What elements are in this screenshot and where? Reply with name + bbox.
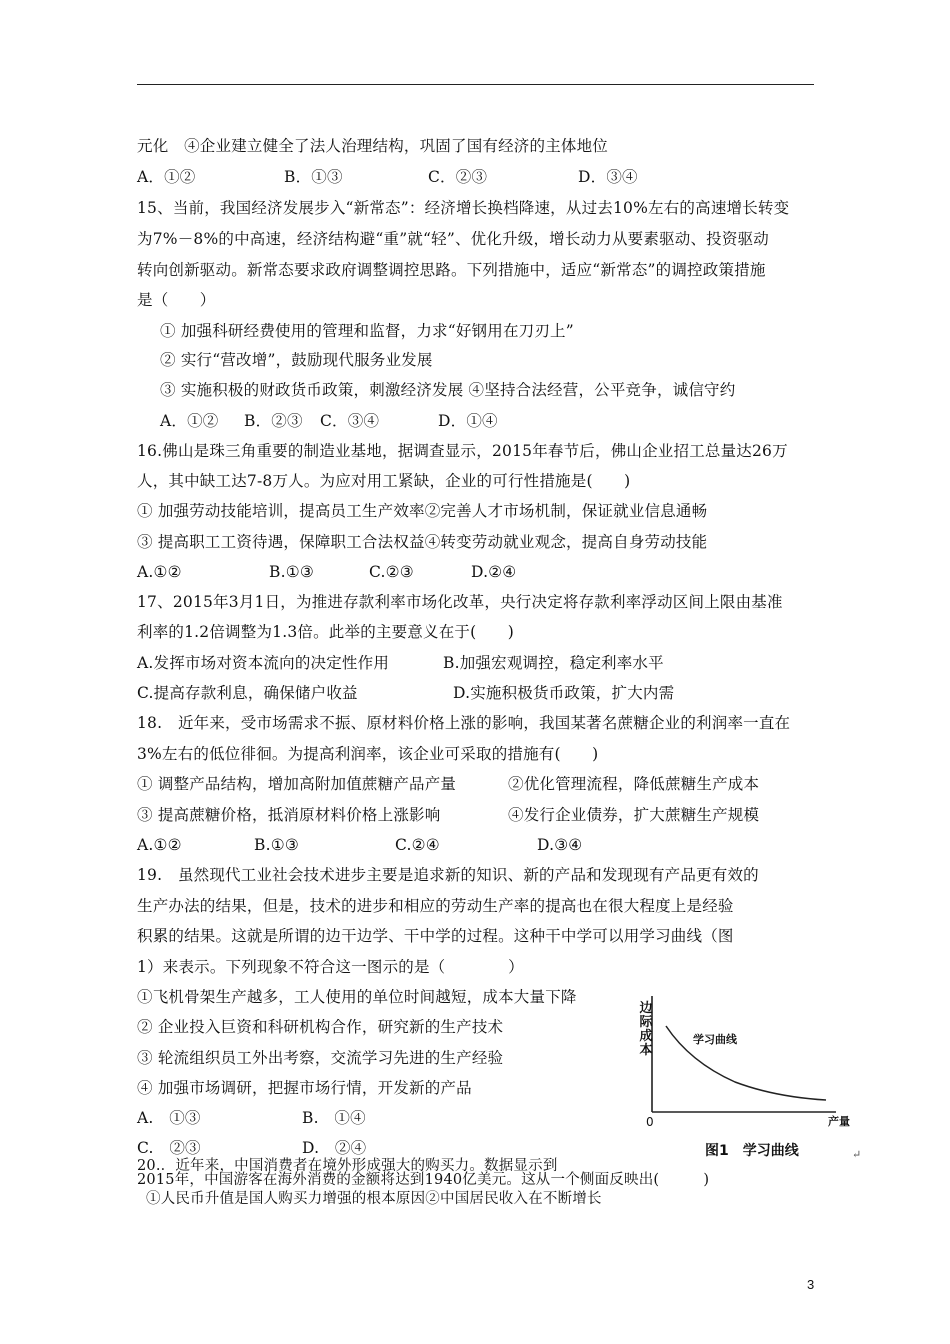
q20-stem: 20.．近年来，中国消费者在境外形成强大的购买力。数据显示到: [137, 1158, 558, 1174]
q19-stem: 1）来表示。下列现象不符合这一图示的是（ ）: [137, 958, 524, 976]
option-a: A.发挥市场对资本流向的决定性作用: [137, 654, 390, 672]
origin-label: 0: [646, 1115, 654, 1129]
text-line: 元化 ④企业建立健全了法人治理结构，巩固了国有经济的主体地位: [137, 137, 609, 155]
q16-stem: 16.佛山是珠三角重要的制造业基地，据调查显示，2015年春节后，佛山企业招工总量达26万: [137, 442, 788, 460]
q15-stem: 为7%－8%的中高速，经济结构避“重”就“轻”、优化升级，增长动力从要素驱动、投资驱动: [137, 230, 769, 248]
q17-stem: 利率的1.2倍调整为1.3倍。此举的主要意义在于( ): [137, 623, 514, 641]
option-d: D.②④: [471, 563, 517, 581]
option-c: C.②④: [395, 836, 440, 854]
option-b: B.①③: [254, 836, 299, 854]
option-c: C.②③: [369, 563, 414, 581]
option-c: C. ②③: [137, 1139, 201, 1157]
option-c: C.提高存款利息，确保储户收益: [137, 684, 358, 702]
header-rule: [137, 84, 814, 85]
option-b: B. ①④: [302, 1109, 366, 1127]
q18-item-3: ③ 提高蔗糖价格，抵消原材料价格上涨影响: [137, 806, 441, 824]
q17-stem: 17、2015年3月1日，为推进存款利率市场化改革，央行决定将存款利率浮动区间上限由基准: [137, 593, 783, 611]
option-a: A．①②: [160, 412, 219, 430]
q16-stem: 人，其中缺工达7-8万人。为应对用工紧缺，企业的可行性措施是( ): [137, 472, 631, 490]
page-number: 3: [807, 1277, 815, 1292]
q19-item-2: ② 企业投入巨资和科研机构合作，研究新的生产技术: [137, 1018, 504, 1036]
q15-item-2: ② 实行“营改增”，鼓励现代服务业发展: [160, 351, 433, 369]
q15-stem: 转向创新驱动。新常态要求政府调整调控思路。下列措施中，适应“新常态”的调控政策措施: [137, 261, 766, 279]
q19-stem: 生产办法的结果，但是，技术的进步和相应的劳动生产率的提高也在很大程度上是经验: [137, 897, 734, 915]
q18-item-4: ④发行企业债券，扩大蔗糖生产规模: [508, 806, 760, 824]
figure-caption: 图1 学习曲线: [705, 1143, 799, 1159]
option-a: A. ①③: [137, 1109, 201, 1127]
q19-item-3: ③ 轮流组织员工外出考察，交流学习先进的生产经验: [137, 1049, 504, 1067]
q15-item-1: ① 加强科研经费使用的管理和监督，力求“好钢用在刀刃上”: [160, 322, 574, 340]
option-c: C．②③: [428, 168, 488, 186]
q20-item-1: ①人民币升值是国人购买力增强的根本原因②中国居民收入在不断增长: [146, 1191, 602, 1207]
option-b: B．①③: [284, 168, 343, 186]
q20-stem: 2015年，中国游客在海外消费的金额将达到1940亿美元。这从一个侧面反映出( ): [137, 1172, 710, 1188]
q18-item-2: ②优化管理流程，降低蔗糖生产成本: [508, 775, 760, 793]
option-d: D. ②④: [302, 1139, 367, 1157]
option-a: A．①②: [137, 168, 196, 186]
q19-stem: 积累的结果。这就是所谓的边干边学、干中学的过程。这种干中学可以用学习曲线（图: [137, 927, 734, 945]
return-mark: ↵: [852, 1148, 862, 1161]
learning-curve-line: [666, 1026, 826, 1100]
option-a: A.①②: [137, 836, 182, 854]
option-d: D.③④: [537, 836, 583, 854]
q15-item-3: ③ 实施积极的财政货币政策，刺激经济发展 ④坚持合法经营，公平竞争，诚信守约: [160, 381, 736, 399]
option-b: B.加强宏观调控，稳定利率水平: [443, 654, 664, 672]
q15-stem: 是（ ）: [137, 291, 216, 309]
q18-item-1: ① 调整产品结构，增加高附加值蔗糖产品产量: [137, 775, 457, 793]
option-d: D．①④: [438, 412, 498, 430]
q15-stem: 15、当前，我国经济发展步入“新常态”：经济增长换档降速，从过去10%左右的高速增长转变: [137, 199, 790, 217]
option-d: D.实施积极货币政策，扩大内需: [453, 684, 675, 702]
learning-curve-figure: [610, 992, 860, 1167]
option-c: C．③④: [320, 412, 380, 430]
y-axis-label: 边际成本: [639, 1001, 653, 1058]
q16-item-1: ① 加强劳动技能培训，提高员工生产效率②完善人才市场机制，保证就业信息通畅: [137, 502, 708, 520]
q19-stem: 19. 虽然现代工业社会技术进步主要是追求新的知识、新的产品和发现现有产品更有效的: [137, 866, 759, 884]
q19-item-4: ④ 加强市场调研，把握市场行情，开发新的产品: [137, 1079, 472, 1097]
q19-item-1: ①飞机骨架生产越多，工人使用的单位时间越短，成本大量下降: [137, 988, 577, 1006]
x-axis-label: 产量: [828, 1115, 850, 1128]
option-d: D．③④: [578, 168, 638, 186]
option-b: B．②③: [244, 412, 303, 430]
q16-item-2: ③ 提高职工工资待遇，保障职工合法权益④转变劳动就业观念，提高自身劳动技能: [137, 533, 708, 551]
curve-label: 学习曲线: [693, 1033, 737, 1046]
q18-stem: 18. 近年来，受市场需求不振、原材料价格上涨的影响，我国某著名蔗糖企业的利润率一直在: [137, 714, 791, 732]
option-a: A.①②: [137, 563, 182, 581]
option-b: B.①③: [269, 563, 314, 581]
q18-stem: 3%左右的低位徘徊。为提高利润率，该企业可采取的措施有( ): [137, 745, 599, 763]
